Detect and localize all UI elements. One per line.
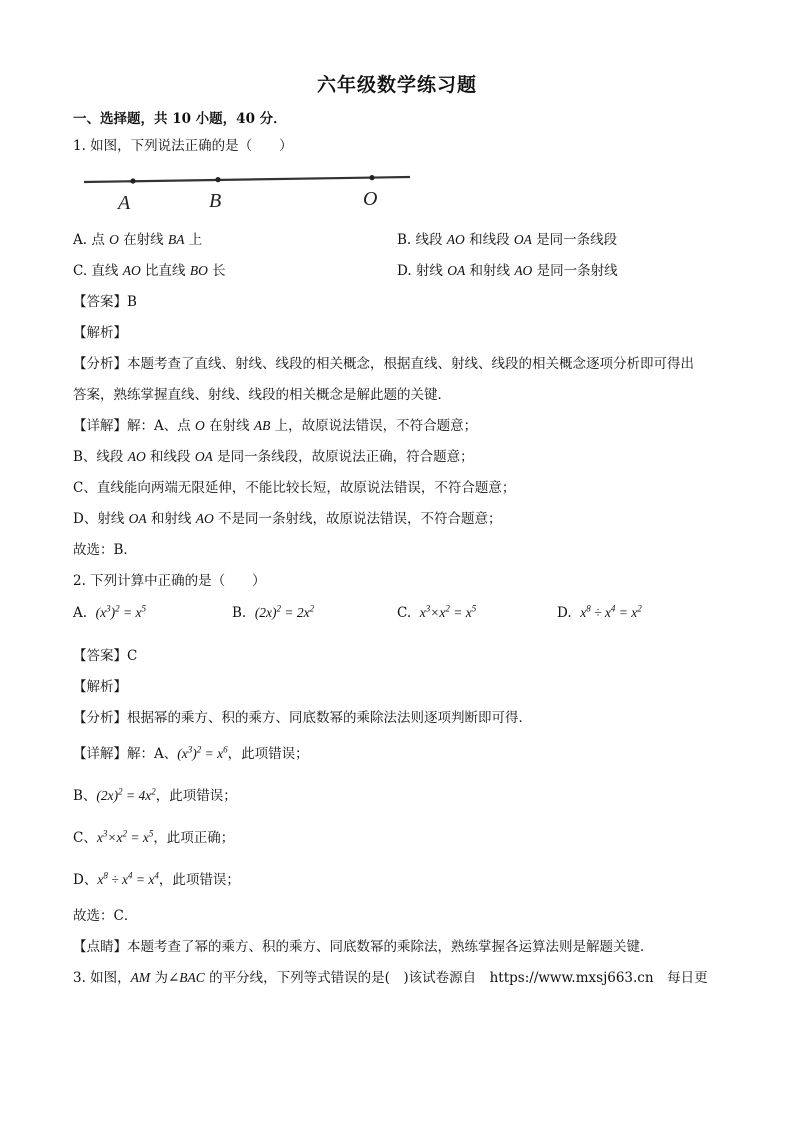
label-a: A (118, 192, 131, 214)
label-o: O (363, 188, 378, 210)
q1-stem: 1. 如图，下列说法正确的是（ ） (73, 138, 293, 154)
q1-choose: 故选：B． (73, 542, 137, 558)
q2-answer: 【答案】C (73, 648, 138, 664)
q1-answer: 【答案】B (73, 294, 137, 310)
point-a (130, 178, 135, 183)
point-b (215, 177, 220, 182)
q1-fenxi-line2: 答案，熟练掌握直线、射线、线段的相关概念是解此题的关键． (73, 387, 451, 403)
q2-option-c: C. $x^3\times x^2 = x^5$ (397, 603, 477, 621)
q3-stem: 3. 如图，AM 为∠BAC 的平分线，下列等式错误的是( )该试卷源自 https://www.mxsj663.cn 每日更 (73, 970, 708, 986)
q2-option-c-formula: $x^3\times x^2 = x^5$ (419, 603, 477, 620)
q1-option-b: B. 线段 AO 和线段 OA 是同一条线段 (397, 232, 618, 248)
q2-detail-c: C、$x^3\times x^2 = x^5$，此项正确； (73, 828, 235, 846)
q1-option-a: A. 点 O 在射线 BA 上 (73, 232, 203, 248)
label-b: B (209, 190, 222, 212)
page-title: 六年级数学练习题 (316, 74, 477, 96)
q2-option-a: A. $(x^3)^2 = x^5$ (73, 603, 146, 621)
q1-fenxi-line1: 【分析】本题考查了直线、射线、线段的相关概念，根据直线、射线、线段的相关概念逐项分析即可得出 (73, 356, 694, 372)
q1-option-c: C. 直线 AO 比直线 BO 长 (73, 263, 226, 279)
point-o (369, 175, 374, 180)
line-figure (80, 165, 420, 215)
q2-detail-a-formula: $(x^3)^2 = x^6$ (177, 744, 228, 761)
section-heading: 一、选择题，共 10 小题，40 分． (73, 111, 287, 127)
q1-detail-a: 【详解】解：A、点 O 在射线 AB 上，故原说法错误，不符合题意； (73, 418, 478, 434)
q1-detail-d: D、射线 OA 和射线 AO 不是同一条射线，故原说法错误，不符合题意； (73, 511, 502, 527)
q2-detail-c-formula: $x^3\times x^2 = x^5$ (96, 828, 154, 845)
q2-detail-b-formula: $(2x)^2 = 4x^2$ (96, 786, 156, 803)
q2-option-a-formula: $(x^3)^2 = x^5$ (95, 603, 146, 620)
q1-detail-c: C、直线能向两端无限延伸，不能比较长短，故原说法错误，不符合题意； (73, 480, 516, 496)
q2-detail-a: 【详解】解：A、$(x^3)^2 = x^6$，此项错误； (73, 744, 309, 762)
q2-choose: 故选：C． (73, 908, 138, 924)
q2-dianjing: 【点睛】本题考查了幂的乘方、积的乘方、同底数幂的乘除法，熟练掌握各运算法则是解题关键． (73, 939, 654, 955)
q2-stem: 2. 下列计算中正确的是（ ） (73, 573, 266, 589)
q2-analysis-heading: 【解析】 (73, 679, 127, 695)
q1-analysis-heading: 【解析】 (73, 325, 127, 341)
q2-detail-b: B、$(2x)^2 = 4x^2$，此项错误； (73, 786, 237, 804)
q1-detail-b: B、线段 AO 和线段 OA 是同一条线段，故原说法正确，符合题意； (73, 449, 474, 465)
q2-option-d-formula: $x^8 \div x^4 = x^2$ (580, 603, 642, 620)
q2-detail-d-formula: $x^8 \div x^4 = x^4$ (97, 870, 159, 887)
q2-option-b-formula: $(2x)^2 = 2x^2$ (254, 603, 315, 620)
q2-option-d: D. $x^8 \div x^4 = x^2$ (557, 603, 642, 621)
q1-option-d: D. 射线 OA 和射线 AO 是同一条射线 (397, 263, 618, 279)
q2-option-b: B. $(2x)^2 = 2x^2$ (232, 603, 315, 621)
q2-detail-d: D、$x^8 \div x^4 = x^4$，此项错误； (73, 870, 240, 888)
q2-fenxi: 【分析】根据幂的乘方、积的乘方、同底数幂的乘除法法则逐项判断即可得． (73, 710, 532, 726)
